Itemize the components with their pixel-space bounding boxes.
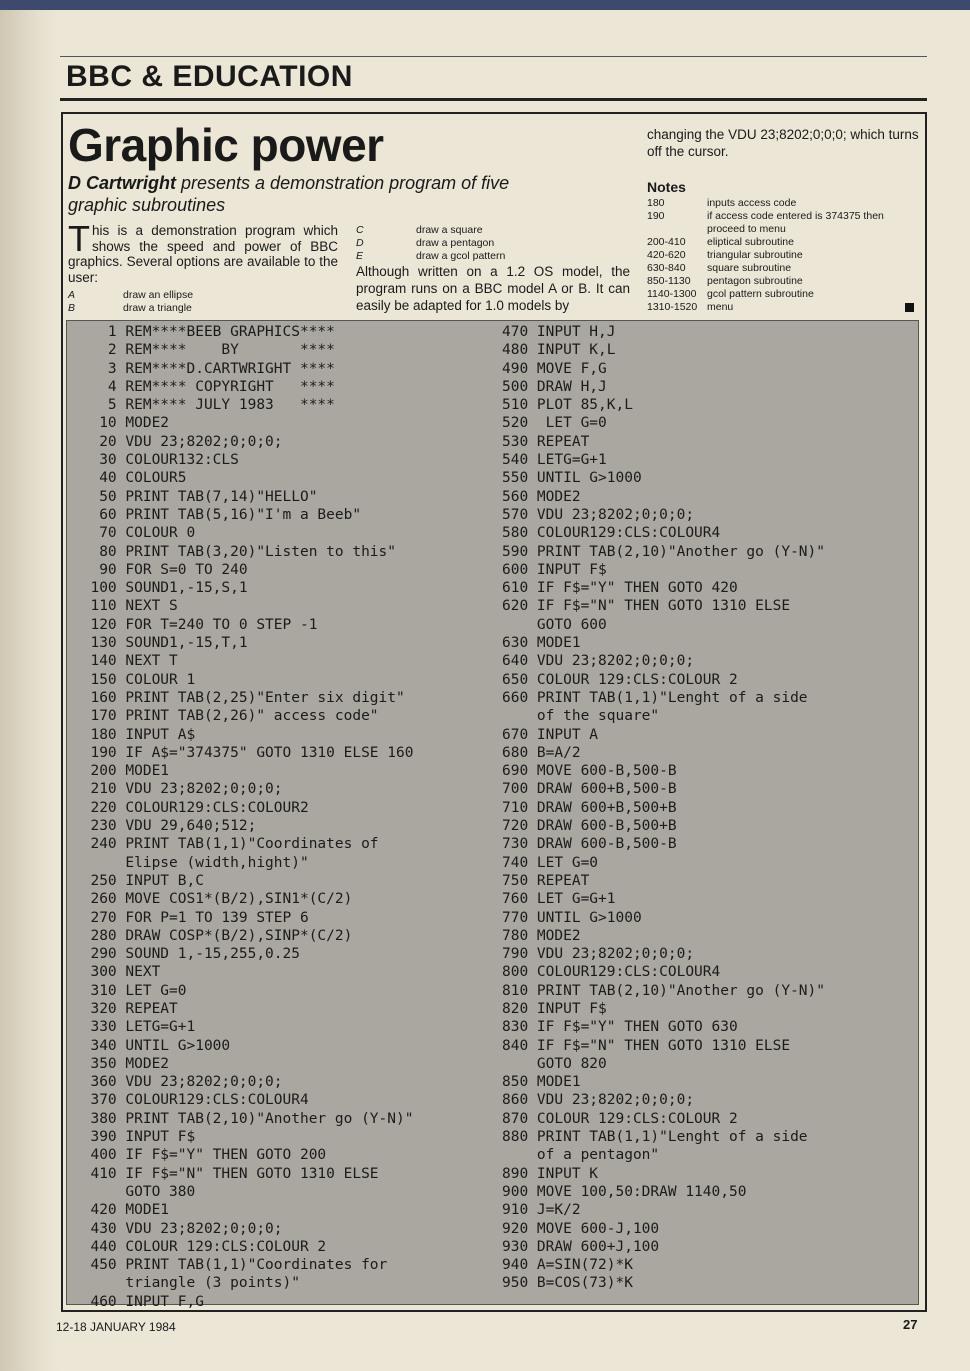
code-line: 150 COLOUR 1 [73,671,196,688]
code-line: 810 PRINT TAB(2,10)"Another go (Y-N)" [502,982,826,999]
code-line: 140 NEXT T [73,653,178,670]
code-line: GOTO 820 [502,1055,607,1072]
note-desc: menu [707,301,734,313]
code-line: 430 VDU 23;8202;0;0;0; [73,1220,283,1237]
code-line: GOTO 380 [73,1183,196,1200]
subtitle-text: presents a demonstration program of five graphic subroutines [68,173,510,215]
code-line: 30 COLOUR132:CLS [73,452,239,469]
option-desc: draw a triangle [123,302,192,314]
column3-paragraph: changing the VDU 23;8202;0;0;0; which turns off the cursor. [647,127,919,159]
code-line: 390 INPUT F$ [73,1129,196,1146]
code-line: 50 PRINT TAB(7,14)"HELLO" [73,488,318,505]
code-line: 770 UNTIL G>1000 [502,909,642,926]
code-line: 560 MODE2 [502,488,581,505]
code-line: 130 SOUND1,-15,T,1 [73,635,248,652]
code-line: 920 MOVE 600-J,100 [502,1220,660,1237]
code-line: 380 PRINT TAB(2,10)"Another go (Y-N)" [73,1110,414,1127]
note-lines: 630-840 [647,262,686,274]
end-mark-square [905,303,914,312]
code-line: 310 LET G=0 [73,982,187,999]
option-key: E [356,250,364,262]
code-line: 850 MODE1 [502,1074,581,1091]
code-line: 410 IF F$="N" THEN GOTO 1310 ELSE [73,1165,379,1182]
option-key: A [68,289,76,301]
code-line: 760 LET G=G+1 [502,891,616,908]
option-desc: draw a gcol pattern [416,250,506,262]
code-line: 3 REM****D.CARTWRIGHT **** [73,360,335,377]
code-line: 280 DRAW COSP*(B/2),SINP*(C/2) [73,927,353,944]
code-line: 650 COLOUR 129:CLS:COLOUR 2 [502,671,738,688]
code-line: 620 IF F$="N" THEN GOTO 1310 ELSE [502,598,791,615]
code-line: 5 REM**** JULY 1983 **** [73,397,335,414]
note-row [647,236,919,249]
code-line: 660 PRINT TAB(1,1)"Lenght of a side [502,689,808,706]
section-label: BBC & EDUCATION [66,60,353,93]
drop-cap: T [68,218,90,259]
code-line: 800 COLOUR129:CLS:COLOUR4 [502,964,721,981]
code-line: 510 PLOT 85,K,L [502,397,633,414]
code-line: 900 MOVE 100,50:DRAW 1140,50 [502,1183,747,1200]
code-line: 250 INPUT B,C [73,872,204,889]
code-line: 670 INPUT A [502,726,599,743]
code-line: 330 LETG=G+1 [73,1019,196,1036]
code-line: 160 PRINT TAB(2,25)"Enter six digit" [73,689,405,706]
program-listing [66,320,919,1310]
code-line: 90 FOR S=0 TO 240 [73,561,248,578]
listing-column-right [502,323,825,1293]
code-line: 1 REM****BEEB GRAPHICS**** [73,324,335,340]
code-line: of a pentagon" [502,1147,660,1164]
note-desc: pentagon subroutine [707,275,803,287]
option-row [356,224,630,237]
code-line: 210 VDU 23;8202;0;0;0; [73,781,283,798]
code-line: 20 VDU 23;8202;0;0;0; [73,433,283,450]
note-row [647,262,919,275]
code-line: 870 COLOUR 129:CLS:COLOUR 2 [502,1110,738,1127]
note-desc: triangular subroutine [707,249,803,261]
code-line: 190 IF A$="374375" GOTO 1310 ELSE 160 [73,744,414,761]
code-line: 500 DRAW H,J [502,378,607,395]
code-line: 740 LET G=0 [502,854,599,871]
code-line: 710 DRAW 600+B,500+B [502,799,677,816]
notes-list [647,197,919,314]
code-line: 570 VDU 23;8202;0;0;0; [502,506,695,523]
note-row [647,275,919,288]
code-line: 940 A=SIN(72)*K [502,1257,633,1274]
code-line: 420 MODE1 [73,1202,170,1219]
option-desc: draw a square [416,224,483,236]
code-line: 2 REM**** BY **** [73,342,335,359]
note-desc: gcol pattern subroutine [707,288,814,300]
note-row [647,301,919,314]
note-desc: inputs access code [707,197,797,209]
code-line: 80 PRINT TAB(3,20)"Listen to this" [73,543,397,560]
note-row [647,197,919,210]
code-line: 830 IF F$="Y" THEN GOTO 630 [502,1019,738,1036]
top-colour-band [0,0,970,10]
note-row [647,210,919,236]
note-row [647,288,919,301]
options-list-right [356,224,630,263]
option-desc: draw a pentagon [416,237,495,249]
code-line: 220 COLOUR129:CLS:COLOUR2 [73,799,309,816]
option-row [68,302,338,315]
code-line: 4 REM**** COPYRIGHT **** [73,378,335,395]
note-lines: 200-410 [647,236,686,248]
code-line: 270 FOR P=1 TO 139 STEP 6 [73,909,309,926]
note-lines: 850-1130 [647,275,691,287]
code-line: 730 DRAW 600-B,500-B [502,836,677,853]
code-line: 950 B=COS(73)*K [502,1275,633,1292]
code-line: 600 INPUT F$ [502,561,607,578]
code-line: 170 PRINT TAB(2,26)" access code" [73,708,379,725]
page-number: 27 [903,1317,918,1332]
note-lines: 190 [647,210,665,222]
code-line: 360 VDU 23;8202;0;0;0; [73,1074,283,1091]
footer-date: 12-18 JANUARY 1984 [56,1320,176,1334]
note-desc: eliptical subroutine [707,236,794,248]
option-desc: draw an ellipse [123,289,194,301]
code-line: 690 MOVE 600-B,500-B [502,763,677,780]
intro-text: his is a demonstration program which shows the speed and power of BBC graphics. Several options are available to the user: [68,223,338,285]
option-row [356,250,630,263]
code-line: 350 MODE2 [73,1055,170,1072]
code-line: 590 PRINT TAB(2,10)"Another go (Y-N)" [502,543,826,560]
code-line: 370 COLOUR129:CLS:COLOUR4 [73,1092,309,1109]
code-line: 110 NEXT S [73,598,178,615]
code-line: 700 DRAW 600+B,500-B [502,781,677,798]
option-key: D [356,237,364,249]
code-line: of the square" [502,708,660,725]
code-line: 230 VDU 29,640;512; [73,818,257,835]
code-line: 180 INPUT A$ [73,726,196,743]
code-line: 290 SOUND 1,-15,255,0.25 [73,946,300,963]
code-line: 680 B=A/2 [502,744,581,761]
code-line: Elipse (width,hight)" [73,854,309,871]
code-line: 200 MODE1 [73,763,170,780]
code-line: 820 INPUT F$ [502,1000,607,1017]
note-desc: if access code entered is 374375 then proceed to menu [707,210,884,235]
option-row [356,237,630,250]
code-line: 840 IF F$="N" THEN GOTO 1310 ELSE [502,1037,791,1054]
article-subtitle [68,172,548,216]
code-line: 460 INPUT F,G [73,1293,204,1310]
note-lines: 1140-1300 [647,288,697,300]
code-line: 10 MODE2 [73,415,170,432]
code-line: 610 IF F$="Y" THEN GOTO 420 [502,580,738,597]
code-line: 490 MOVE F,G [502,360,607,377]
code-line: 100 SOUND1,-15,S,1 [73,580,248,597]
code-line: 910 J=K/2 [502,1202,581,1219]
code-line: 640 VDU 23;8202;0;0;0; [502,653,695,670]
header-thin-rule [60,56,927,57]
code-line: 720 DRAW 600-B,500+B [502,818,677,835]
code-line: 480 INPUT K,L [502,342,616,359]
code-line: 260 MOVE COS1*(B/2),SIN1*(C/2) [73,891,353,908]
code-line: 40 COLOUR5 [73,470,187,487]
code-line: 440 COLOUR 129:CLS:COLOUR 2 [73,1238,327,1255]
article-title: Graphic power [68,119,384,171]
code-line: triangle (3 points)" [73,1275,300,1292]
code-line: 750 REPEAT [502,872,590,889]
code-line: 70 COLOUR 0 [73,525,196,542]
code-line: 930 DRAW 600+J,100 [502,1238,660,1255]
intro-paragraph [68,218,338,285]
code-line: 340 UNTIL G>1000 [73,1037,231,1054]
code-line: 530 REPEAT [502,433,590,450]
code-line: 300 NEXT [73,964,161,981]
note-row [647,249,919,262]
code-line: 60 PRINT TAB(5,16)"I'm a Beeb" [73,506,362,523]
code-line: 240 PRINT TAB(1,1)"Coordinates of [73,836,379,853]
options-list-left [68,289,338,315]
code-line: 550 UNTIL G>1000 [502,470,642,487]
code-line: 400 IF F$="Y" THEN GOTO 200 [73,1147,327,1164]
option-row [68,289,338,302]
note-lines: 180 [647,197,665,209]
code-line: 580 COLOUR129:CLS:COLOUR4 [502,525,721,542]
column2-paragraph: Although written on a 1.2 OS model, the program runs on a BBC model A or B. It can easily be adapted for 1.0 models by [356,264,630,313]
code-line: GOTO 600 [502,616,607,633]
code-line: 880 PRINT TAB(1,1)"Lenght of a side [502,1129,808,1146]
listing-column-left [73,323,413,1311]
option-key: C [356,224,364,236]
code-line: 780 MODE2 [502,927,581,944]
code-line: 520 LET G=0 [502,415,607,432]
code-line: 120 FOR T=240 TO 0 STEP -1 [73,616,318,633]
code-line: 450 PRINT TAB(1,1)"Coordinates for [73,1257,388,1274]
note-lines: 1310-1520 [647,301,698,313]
notes-heading: Notes [647,179,686,195]
code-line: 890 INPUT K [502,1165,599,1182]
code-line: 630 MODE1 [502,635,581,652]
code-line: 860 VDU 23;8202;0;0;0; [502,1092,695,1109]
option-key: B [68,302,76,314]
code-line: 320 REPEAT [73,1000,178,1017]
header-rule [60,98,927,101]
code-line: 790 VDU 23;8202;0;0;0; [502,946,695,963]
note-lines: 420-620 [647,249,686,261]
note-desc: square subroutine [707,262,792,274]
author-name: D Cartwright [68,173,176,193]
code-line: 540 LETG=G+1 [502,452,607,469]
code-line: 470 INPUT H,J [502,324,616,340]
